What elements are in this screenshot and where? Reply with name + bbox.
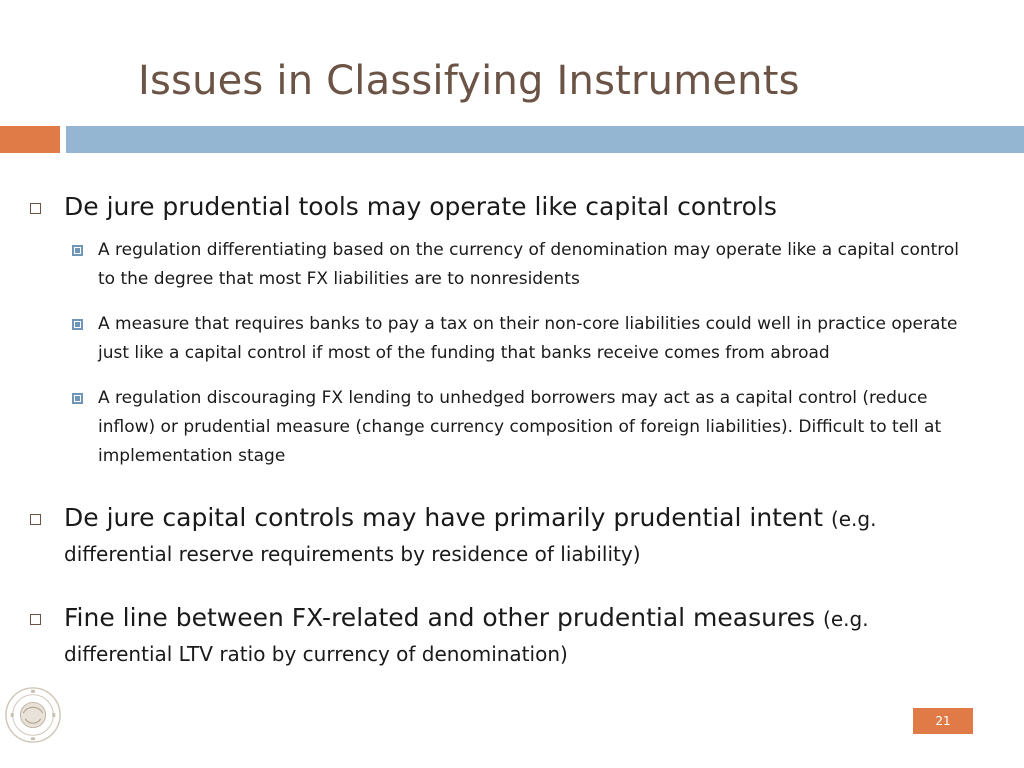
bullet-3 <box>30 601 980 671</box>
hollow-square-bullet-icon <box>30 614 41 625</box>
sub-bullet-1-3 <box>98 384 980 471</box>
bullet-2 <box>30 501 980 571</box>
bullet-text: De jure capital controls may have primarily prudential intent <box>64 503 823 532</box>
title-accent-bar-blue <box>66 126 1024 153</box>
sub-bullet-text: A regulation discouraging FX lending to unhedged borrowers may act as a capital control (reduce inflow) or prudential measure (change currency composition of foreign liabilities). Difficult to tell at implementation stage <box>98 388 942 466</box>
sub-bullet-1-1 <box>98 236 980 294</box>
bullet-1 <box>30 190 980 224</box>
square-bullet-icon <box>72 393 83 404</box>
sub-bullet-1-2 <box>98 310 980 368</box>
bullet-text: Fine line between FX-related and other prudential measures <box>64 603 816 632</box>
hollow-square-bullet-icon <box>30 514 41 525</box>
imf-seal-logo-icon <box>4 686 62 744</box>
sub-bullet-text: A regulation differentiating based on the currency of denomination may operate like a capital control to the degree that most FX liabilities are to nonresidents <box>98 240 960 289</box>
square-bullet-icon <box>72 319 83 330</box>
page-number-badge: 21 <box>913 708 973 734</box>
title-accent-bar-orange <box>0 126 60 153</box>
bullet-note: (e.g. differential LTV ratio by currency of denomination) <box>64 607 869 666</box>
square-bullet-icon <box>72 245 83 256</box>
bullet-text: De jure prudential tools may operate like capital controls <box>64 192 777 221</box>
hollow-square-bullet-icon <box>30 203 41 214</box>
sub-bullet-text: A measure that requires banks to pay a tax on their non-core liabilities could well in practice operate just like a capital control if most of the funding that banks receive comes from abroad <box>98 314 958 363</box>
slide-body <box>30 190 980 671</box>
slide-title: Issues in Classifying Instruments <box>138 58 800 104</box>
bullet-note: (e.g. differential reserve requirements by residence of liability) <box>64 507 877 566</box>
